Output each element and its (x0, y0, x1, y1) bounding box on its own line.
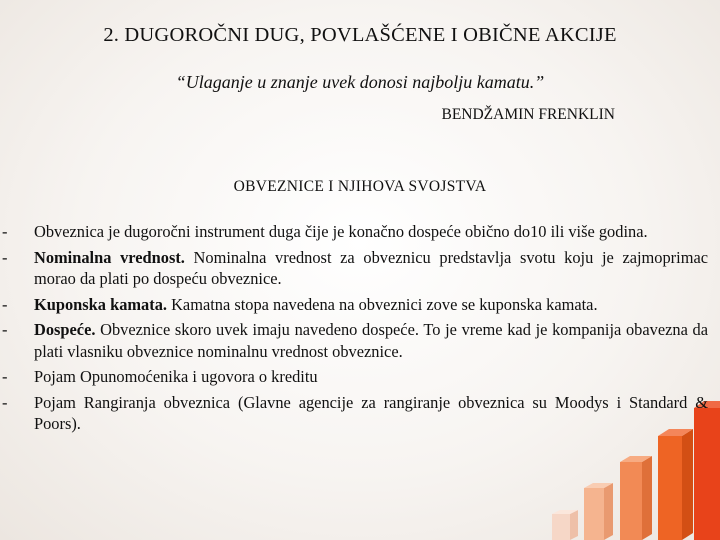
item-text: Obveznica je dugoročni instrument duga čije je konačno dospeće obično do10 ili više godina. (34, 222, 648, 241)
item-term: Dospeće. (34, 320, 96, 339)
item-text: Pojam Rangiranja obveznica (Glavne agencije za rangiranje obveznica su Moodys i Standard & Poors). (34, 392, 708, 433)
quote-author: BENDŽAMIN FRENKLIN (441, 106, 615, 123)
bullet-list (2, 221, 708, 439)
bar-4 (658, 429, 693, 540)
list-item (2, 319, 708, 362)
list-item (2, 366, 708, 388)
item-text: Pojam Opunomoćenika i ugovora o kreditu (34, 367, 318, 386)
bullet-dash: - (2, 392, 8, 412)
item-term: Nominalna vrednost. (34, 247, 185, 267)
bullet-dash: - (2, 367, 8, 386)
bullet-dash: - (2, 294, 8, 314)
item-term: Kuponska kamata. (34, 294, 167, 314)
item-text: Obveznice skoro uvek imaju navedeno dospeće. To je vreme kad je kompanija obavezna da plati vlasniku obveznice nominalnu vrednost obveznice. (34, 320, 708, 361)
list-item (2, 221, 708, 243)
quote: “Ulaganje u znanje uvek donosi najbolju kamatu.” (175, 72, 545, 92)
item-text: Kamatna stopa navedena na obveznici zove se kuponska kamata. (167, 294, 598, 314)
slide-title: 2. DUGOROČNI DUG, POVLAŠĆENE I OBIČNE AKCIJE (103, 24, 617, 46)
bullet-dash: - (2, 222, 8, 241)
bullet-dash: - (2, 320, 8, 339)
section-title: OBVEZNICE I NJIHOVA SVOJSTVA (233, 178, 487, 195)
bar-2 (584, 483, 613, 540)
list-item (2, 392, 708, 435)
bar-1 (552, 510, 578, 540)
bar-3 (620, 456, 652, 540)
list-item (2, 247, 708, 290)
list-item (2, 294, 708, 316)
item-text: Nominalna vrednost za obveznicu predstavlja svotu koju je zajmoprimac morao da plati po dospeću obveznice. (34, 247, 708, 288)
bullet-dash: - (2, 247, 8, 267)
